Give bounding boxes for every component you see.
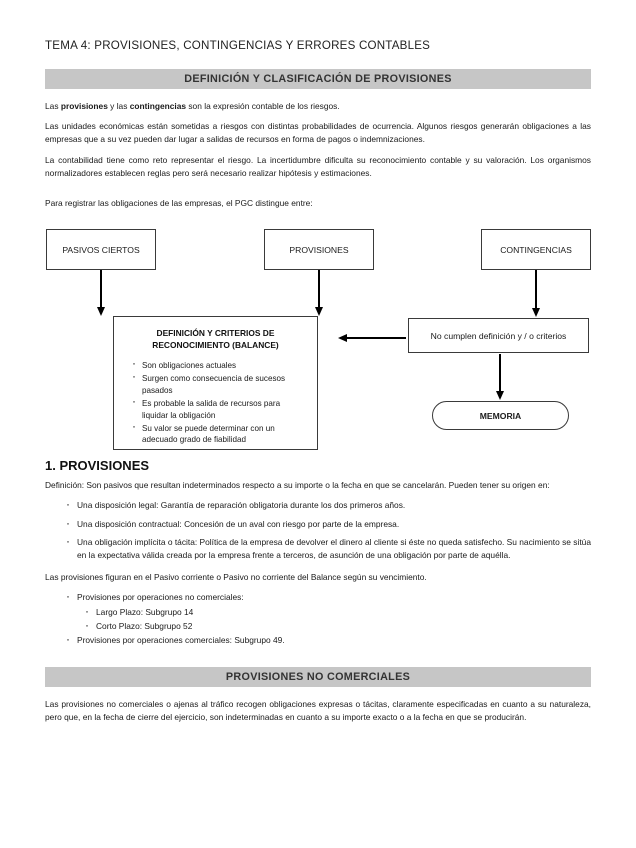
paragraph-balance: Las provisiones figuran en el Pasivo corriente o Pasivo no corriente del Balance según su vencimiento. — [45, 572, 427, 583]
list-item: · Son obligaciones actuales — [131, 360, 308, 371]
arrow-down-icon — [100, 270, 102, 308]
diagram-box-definicion-criterios — [113, 316, 318, 450]
criterios-title — [123, 327, 308, 351]
diagram-box-memoria — [432, 401, 569, 430]
paragraph-unidades-economicas: Las unidades económicas están sometidas a riesgos con distintas probabilidades de ocurrencia. Algunos riesgos generarán obligaciones a las empresas que a su vez pueden dar lugar a salidas de recursos en forma de pagos o indemnizaciones. — [45, 121, 591, 145]
criterios-list — [123, 360, 308, 446]
box-label: PROVISIONES — [289, 244, 349, 255]
list-origenes — [62, 499, 591, 562]
list-item: · Es probable la salida de recursos para liquidar la obligación — [131, 398, 308, 421]
arrow-down-icon — [318, 270, 320, 308]
paragraph-no-comerciales: Las provisiones no comerciales o ajenas al tráfico recogen obligaciones expresas o tácitas, claramente especificadas en cuanto a su naturaleza, pero que, en la fecha de cierre del ejercicio, son indeterminadas en cuanto a su importe exacto o a la fecha en que se producirán. — [45, 699, 591, 723]
list-balance-sub — [81, 606, 591, 633]
arrow-left-icon — [347, 337, 406, 339]
list-item: · Su valor se puede determinar con un adecuado grado de fiabilidad — [131, 423, 308, 446]
box-label: CONTINGENCIAS — [500, 244, 572, 255]
diagram-box-contingencias — [481, 229, 591, 270]
paragraph-intro — [45, 100, 591, 113]
paragraph-contabilidad-reto: La contabilidad tiene como reto representar el riesgo. La incertidumbre dificulta su reconocimiento contable y su valoración. Los organismos normalizadores establecen reglas pero será necesario realizar hipótesis y estimaciones. — [45, 154, 591, 178]
list-item: · Provisiones por operaciones comerciales: Subgrupo 49. — [62, 634, 591, 647]
paragraph-pgc-distingue: Para registrar las obligaciones de las empresas, el PGC distingue entre: — [45, 198, 313, 209]
box-label: No cumplen definición y / o criterios — [430, 330, 567, 341]
section-bar-definicion: DEFINICIÓN Y CLASIFICACIÓN DE PROVISIONES — [45, 69, 591, 89]
list-item: · Surgen como consecuencia de sucesos pasados — [131, 373, 308, 396]
list-item: · Una disposición legal: Garantía de reparación obligatoria durante los dos primeros años. — [62, 499, 591, 512]
diagram-box-provisiones — [264, 229, 374, 270]
section-bar-no-comerciales: PROVISIONES NO COMERCIALES — [45, 667, 591, 687]
heading-provisiones: 1. PROVISIONES — [45, 458, 150, 474]
list-item: · Largo Plazo: Subgrupo 14 — [81, 606, 591, 619]
list-item: · Una obligación implícita o tácita: Política de la empresa de devolver el dinero al cliente si éste no queda satisfecho. Su nacimiento se sitúa en la expectativa válida creada por la empresa frente a terceros, de asunción de una obligación por parte de aquélla. — [62, 536, 591, 562]
criterios-title-line-2: RECONOCIMIENTO (BALANCE) — [152, 340, 279, 350]
flow-diagram — [0, 224, 636, 464]
text-fragment: y las — [107, 101, 130, 111]
box-label: PASIVOS CIERTOS — [62, 244, 140, 255]
list-balance-2 — [62, 634, 591, 647]
text-fragment: son la expresión contable de los riesgos. — [186, 101, 340, 111]
box-label: MEMORIA — [479, 410, 522, 421]
list-balance-1 — [62, 591, 591, 604]
arrow-down-icon — [535, 270, 537, 309]
text-fragment: Las — [45, 101, 61, 111]
diagram-box-no-cumplen — [408, 318, 589, 353]
list-item: · Corto Plazo: Subgrupo 52 — [81, 620, 591, 633]
bold-contingencias: contingencias — [129, 101, 187, 111]
list-item: · Una disposición contractual: Concesión de un aval con riesgo por parte de la empresa. — [62, 518, 591, 531]
arrow-down-icon — [499, 354, 501, 392]
bold-provisiones: provisiones — [60, 101, 108, 111]
paragraph-definicion-provisiones: Definición: Son pasivos que resultan indeterminados respecto a su importe o la fecha en que se cancelarán. Pueden tener su origen en: — [45, 480, 550, 491]
criterios-title-line-1: DEFINICIÓN Y CRITERIOS DE — [156, 328, 275, 338]
diagram-box-pasivos-ciertos — [46, 229, 156, 270]
document-title: TEMA 4: PROVISIONES, CONTINGENCIAS Y ERRORES CONTABLES — [45, 39, 431, 52]
list-item: · Provisiones por operaciones no comerciales: — [62, 591, 591, 604]
